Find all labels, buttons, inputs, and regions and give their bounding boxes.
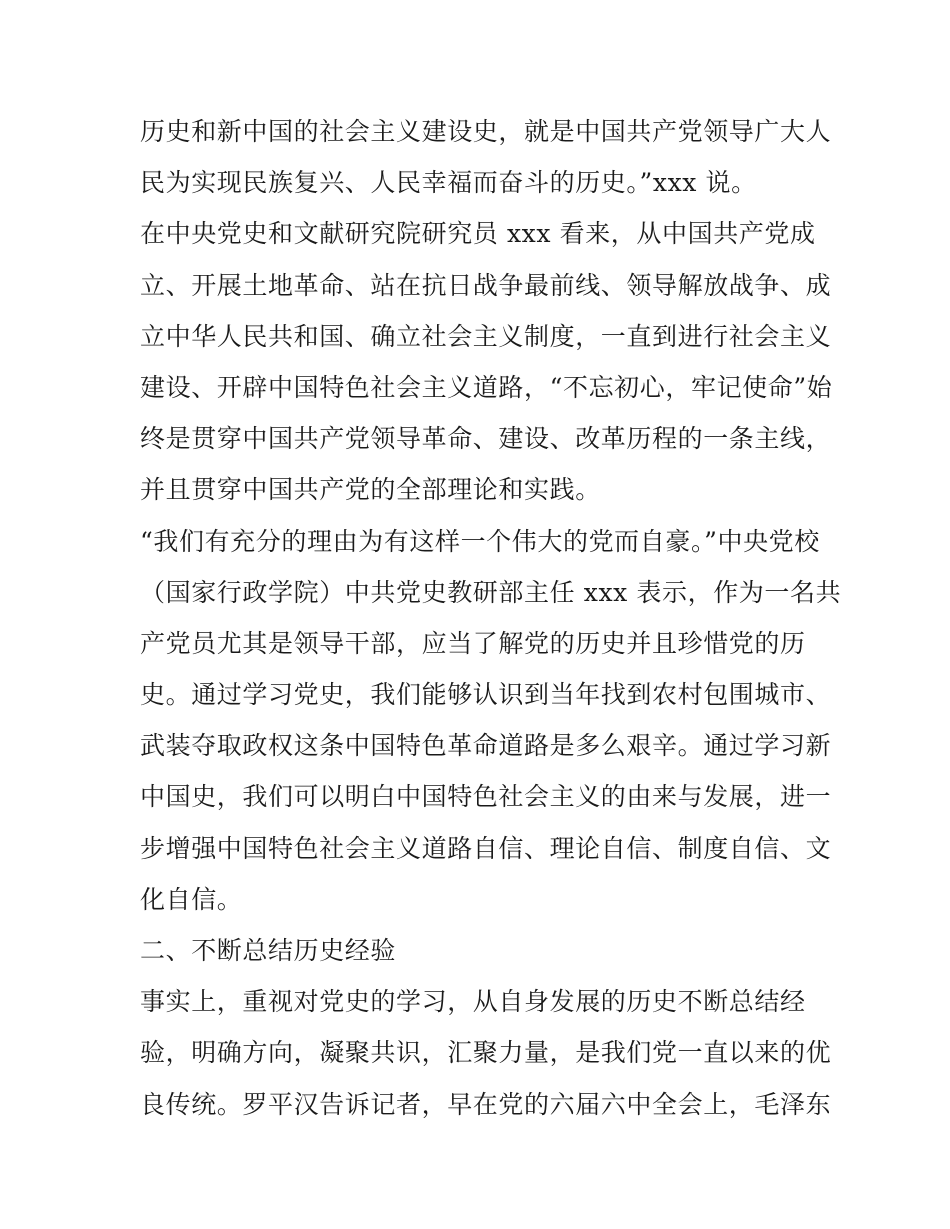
text-line: 立、开展土地革命、站在抗日战争最前线、领导解放战争、成 (140, 270, 832, 300)
text-line: 史。通过学习党史，我们能够认识到当年找到农村包围城市、 (140, 680, 832, 710)
text-line: 武装夺取政权这条中国特色革命道路是多么艰辛。通过学习新 (140, 731, 832, 761)
text-line: 产党员尤其是领导干部，应当了解党的历史并且珍惜党的历 (140, 628, 806, 658)
text-line: 步增强中国特色社会主义道路自信、理论自信、制度自信、文 (140, 833, 832, 863)
text-line: “我们有充分的理由为有这样一个伟大的党而自豪。”中央党校 (140, 526, 820, 556)
text-line: 事实上，重视对党史的学习，从自身发展的历史不断总结经 (140, 987, 806, 1017)
text-line: （国家行政学院）中共党史教研部主任 xxx 表示，作为一名共 (140, 577, 842, 607)
text-line: 验，明确方向，凝聚共识，汇聚力量，是我们党一直以来的优 (140, 1038, 832, 1068)
section-heading: 二、不断总结历史经验 (140, 936, 397, 965)
text-line: 在中央党史和文献研究院研究员 xxx 看来，从中国共产党成 (140, 219, 816, 249)
body-text (140, 106, 842, 1130)
text-line: 民为实现民族复兴、人民幸福而奋斗的历史。”xxx 说。 (140, 168, 757, 198)
text-line: 中国史，我们可以明白中国特色社会主义的由来与发展，进一 (140, 782, 832, 812)
text-line: 并且贯穿中国共产党的全部理论和实践。 (140, 475, 601, 505)
text-line: 终是贯穿中国共产党领导革命、建设、改革历程的一条主线， (140, 424, 832, 454)
text-line: 建设、开辟中国特色社会主义道路，“不忘初心，牢记使命”始 (140, 372, 833, 402)
text-line: 立中华人民共和国、确立社会主义制度，一直到进行社会主义 (140, 321, 832, 351)
text-line: 化自信。 (140, 884, 243, 914)
text-line: 历史和新中国的社会主义建设史，就是中国共产党领导广大人 (140, 117, 832, 146)
text-line: 良传统。罗平汉告诉记者，早在党的六届六中全会上，毛泽东 (140, 1089, 832, 1119)
